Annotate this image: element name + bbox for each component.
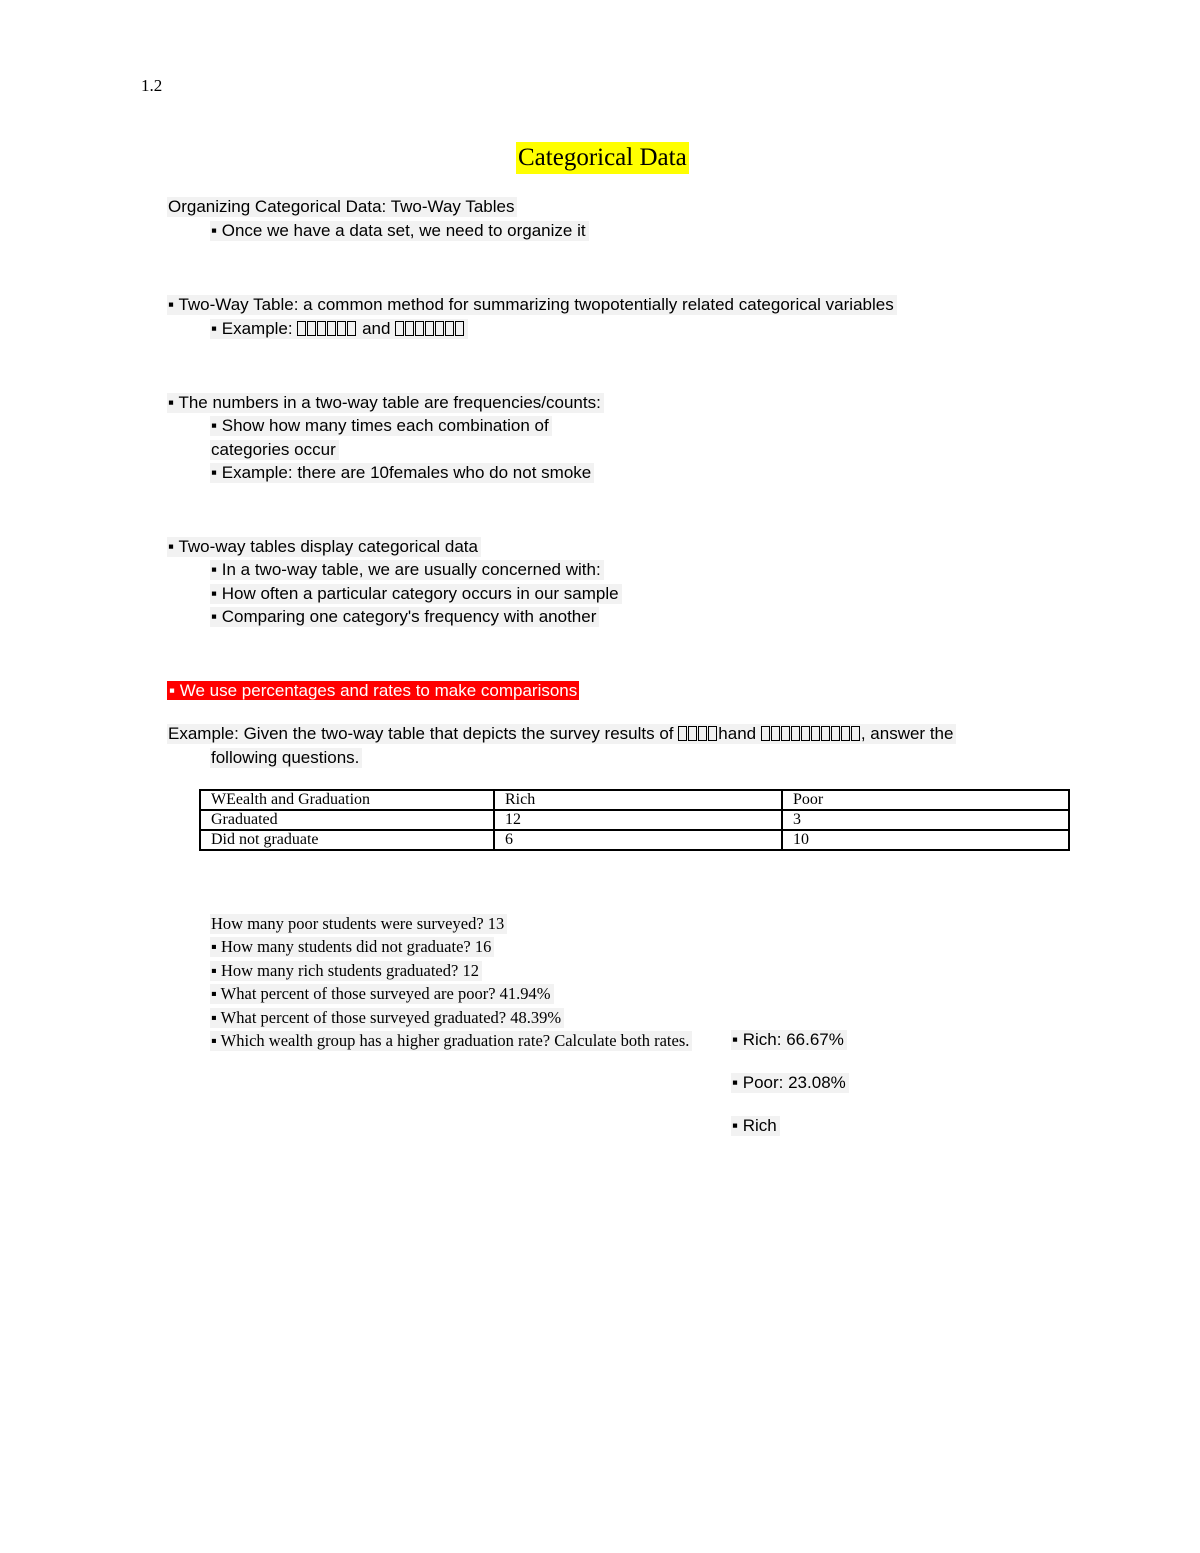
example-suffix: , answer the xyxy=(860,724,954,743)
table-cell: Rich xyxy=(494,790,782,810)
wealth-graduation-table xyxy=(199,789,1070,851)
two-way-example xyxy=(210,319,468,339)
two-way-definition: ▪ Two-Way Table: a common method for summarizing twopotentially related categorical variables xyxy=(167,295,897,315)
display-sub3: ▪ Comparing one category's frequency with another xyxy=(210,607,599,627)
answer-poor-rate: ▪ Poor: 23.08% xyxy=(731,1073,849,1093)
display-sub2: ▪ How often a particular category occurs in our sample xyxy=(210,584,622,604)
table-row xyxy=(200,830,1069,850)
garbled-glyphs xyxy=(297,319,357,338)
bullet-organize: ▪ Once we have a data set, we need to organize it xyxy=(210,221,589,241)
table-cell: WEealth and Graduation xyxy=(200,790,494,810)
numbers-sub2: ▪ Example: there are 10females who do not smoke xyxy=(210,463,594,483)
example-mid-and: and xyxy=(727,724,757,743)
table-cell: Graduated xyxy=(200,810,494,830)
highlight-callout: ▪ We use percentages and rates to make comparisons xyxy=(169,681,578,700)
table-cell: 6 xyxy=(494,830,782,850)
table-cell: Did not graduate xyxy=(200,830,494,850)
garbled-glyphs xyxy=(678,724,718,743)
table-cell: 3 xyxy=(782,810,1069,830)
table-cell: Poor xyxy=(782,790,1069,810)
display-sub1: ▪ In a two-way table, we are usually concerned with: xyxy=(210,560,604,580)
question-2: ▪ How many students did not graduate? 16 xyxy=(210,937,494,957)
question-1: How many poor students were surveyed? 13 xyxy=(210,914,507,934)
answer-rich-rate: ▪ Rich: 66.67% xyxy=(731,1030,847,1050)
example-mid-h: h xyxy=(718,724,728,743)
table-cell: 12 xyxy=(494,810,782,830)
example-intro xyxy=(167,724,956,744)
section-heading: Organizing Categorical Data: Two-Way Tables xyxy=(167,197,517,217)
example-label: ▪ Example: xyxy=(211,319,293,338)
table-row xyxy=(200,810,1069,830)
example-line2: following questions. xyxy=(210,748,362,768)
question-3: ▪ How many rich students graduated? 12 xyxy=(210,961,482,981)
example-and: and xyxy=(362,319,391,338)
page-title: Categorical Data xyxy=(516,142,689,174)
table-cell: 10 xyxy=(782,830,1069,850)
example-prefix: Example: Given the two-way table that depicts the survey results of xyxy=(168,724,674,743)
question-6: ▪ Which wealth group has a higher graduation rate? Calculate both rates. xyxy=(210,1031,692,1051)
answer-group: ▪ Rich xyxy=(731,1116,780,1136)
numbers-sub1-line1: ▪ Show how many times each combination of xyxy=(210,416,552,436)
garbled-glyphs xyxy=(761,724,861,743)
page-number: 1.2 xyxy=(141,76,163,95)
numbers-sub1-line2: categories occur xyxy=(210,440,339,460)
garbled-glyphs xyxy=(395,319,465,338)
table-header-row xyxy=(200,790,1069,810)
display-bullet: ▪ Two-way tables display categorical data xyxy=(167,537,481,557)
numbers-bullet: ▪ The numbers in a two-way table are frequencies/counts: xyxy=(167,393,604,413)
question-5: ▪ What percent of those surveyed graduated? 48.39% xyxy=(210,1008,564,1028)
question-4: ▪ What percent of those surveyed are poor? 41.94% xyxy=(210,984,554,1004)
